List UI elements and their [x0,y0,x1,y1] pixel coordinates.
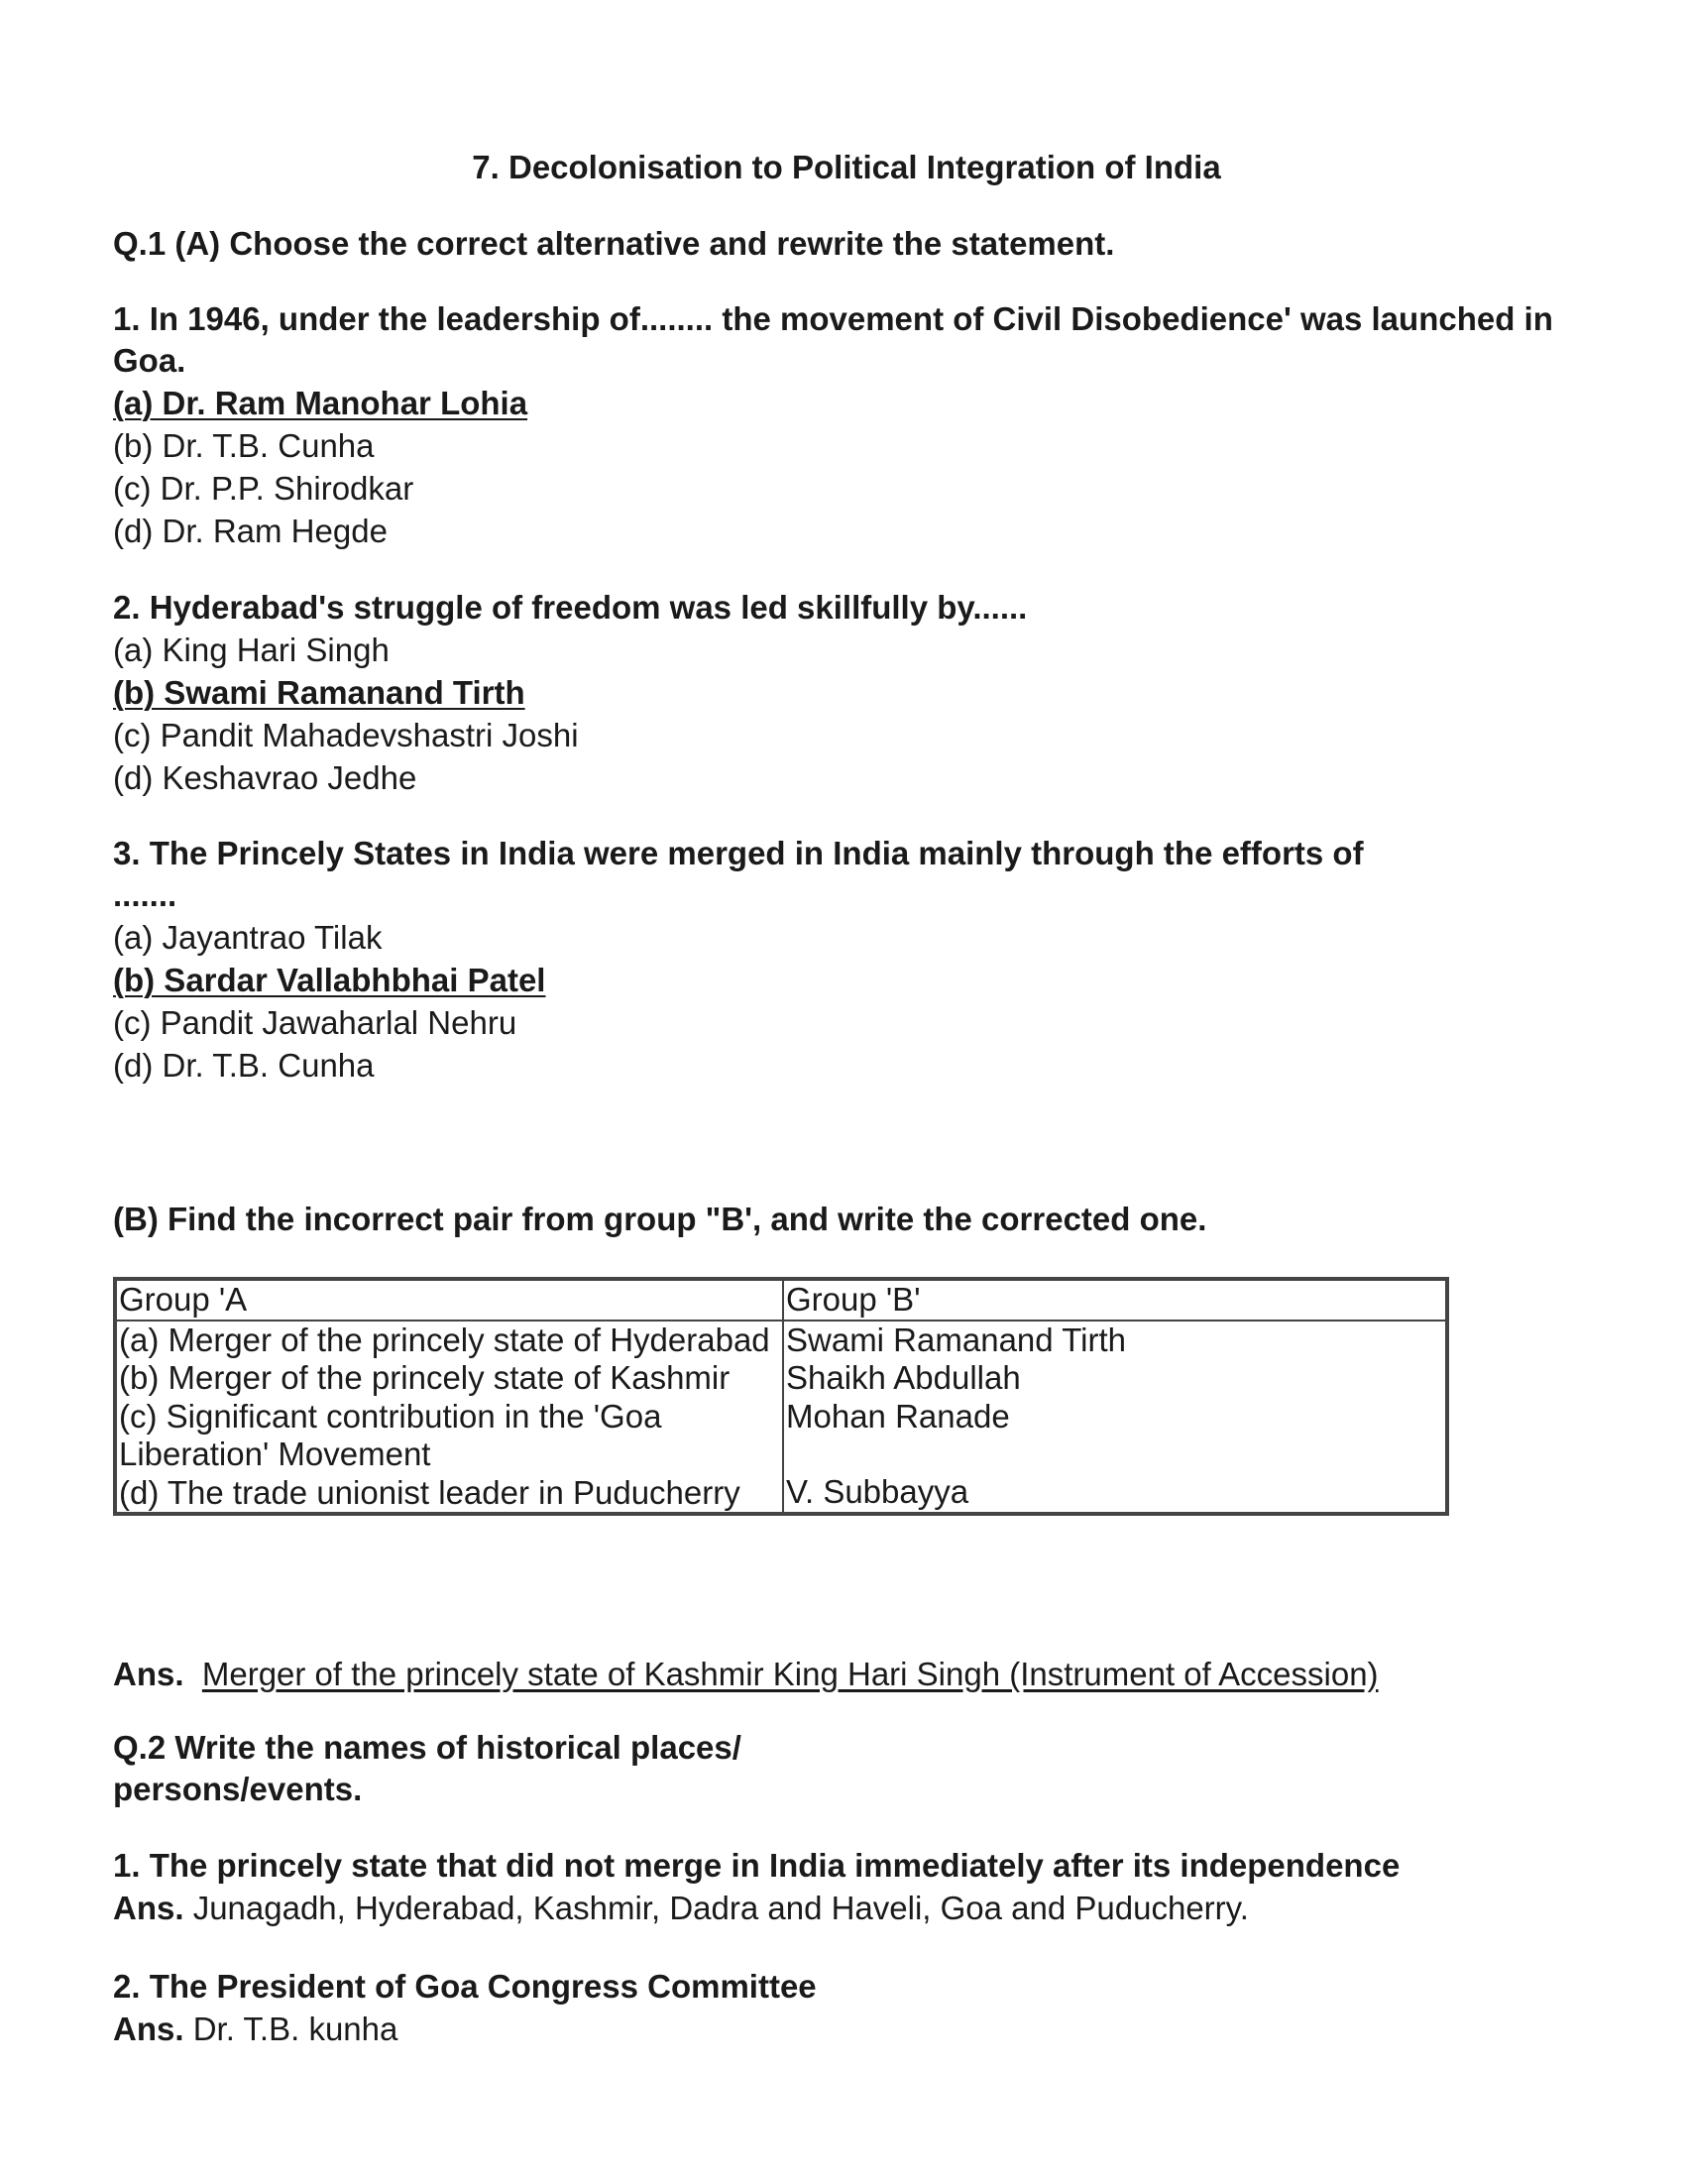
answer-text: Merger of the princely state of Kashmir King Hari Singh (Instrument of Accession) [201,1656,1379,1692]
table-row [115,1321,1447,1515]
page-title: 7. Decolonisation to Political Integration of India [472,149,1221,185]
answer-text: Dr. T.B. kunha [192,2011,398,2047]
group-b-cell [783,1321,1447,1515]
mcq-question-2 [113,587,1580,799]
table-header-row [115,1279,1447,1321]
group-b-item: Shaikh Abdullah [786,1359,1021,1396]
q2-item-1 [113,1845,1580,1929]
group-a-item: (d) The trade unionist leader in Puducherry [119,1473,740,1511]
table-header-cell: Group 'A [115,1279,783,1321]
question-text: 1. The princely state that did not merge in India immediately after its independence [113,1847,1401,1884]
question-text: 2. Hyderabad's struggle of freedom was led skillfully by...... [113,589,1028,626]
q2-heading: Q.2 Write the names of historical places/ persons/events. [113,1729,741,1807]
answer-label: Ans. [113,2011,184,2047]
part-b-heading: (B) Find the incorrect pair from group "B', and write the corrected one. [113,1201,1207,1237]
option: (b) Dr. T.B. Cunha [113,427,375,464]
group-a-item: (b) Merger of the princely state of Kashmir [119,1359,731,1396]
answer-label: Ans. [113,1890,184,1926]
option: (d) Keshavrao Jedhe [113,759,417,796]
option-correct: (b) Sardar Vallabhbhai Patel [113,962,546,998]
group-a-cell [115,1321,783,1515]
group-b-item: V. Subbayya [786,1473,969,1510]
question-text: 3. The Princely States in India were merged in India mainly through the efforts of ....... [113,835,1364,913]
question-text: 1. In 1946, under the leadership of........ the movement of Civil Disobedience' was launched in Goa. [113,300,1553,379]
mcq-question-3 [113,833,1421,1087]
question-text: 2. The President of Goa Congress Committee [113,1968,817,2005]
group-b-item: Swami Ramanand Tirth [786,1321,1126,1358]
group-a-item: (c) Significant contribution in the 'Goa Liberation' Movement [119,1397,662,1472]
group-b-item: Mohan Ranade [786,1397,1010,1435]
mcq-question-1 [113,298,1580,552]
part-b-answer [113,1653,1580,1695]
answer-text: Junagadh, Hyderabad, Kashmir, Dadra and Haveli, Goa and Puducherry. [192,1890,1249,1926]
option: (d) Dr. Ram Hegde [113,513,388,549]
q2-item-2 [113,1966,1580,2050]
option: (a) Jayantrao Tilak [113,919,383,956]
option-correct: (b) Swami Ramanand Tirth [113,674,525,711]
answer-label: Ans. [113,1656,184,1692]
pairs-table [113,1277,1449,1516]
option: (c) Pandit Mahadevshastri Joshi [113,717,579,753]
table-header-cell: Group 'B' [783,1279,1447,1321]
option: (c) Dr. P.P. Shirodkar [113,470,414,507]
option: (c) Pandit Jawaharlal Nehru [113,1004,517,1041]
option: (d) Dr. T.B. Cunha [113,1047,375,1084]
option-correct: (a) Dr. Ram Manohar Lohia [113,385,528,421]
q1-heading: Q.1 (A) Choose the correct alternative and rewrite the statement. [113,225,1115,262]
group-a-item: (a) Merger of the princely state of Hyderabad [119,1321,770,1358]
option: (a) King Hari Singh [113,632,390,668]
